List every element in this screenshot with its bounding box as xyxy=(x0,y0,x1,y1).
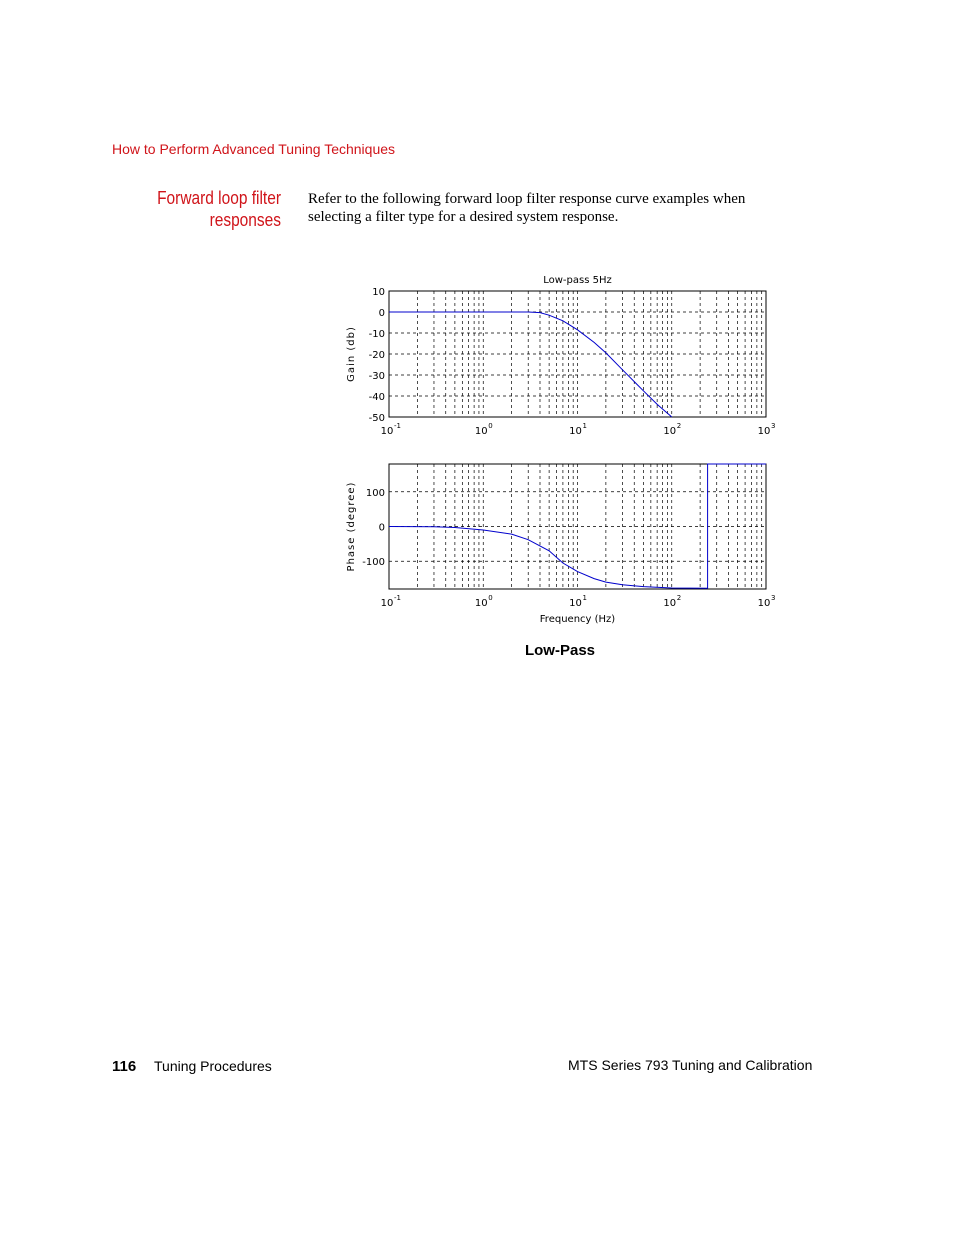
x-tick-label-base: 10 xyxy=(569,426,582,437)
bode-plot-figure xyxy=(330,260,790,635)
x-tick-label-base: 10 xyxy=(757,426,771,437)
x-tick-label-base: 10 xyxy=(380,426,394,437)
y-tick-label: -30 xyxy=(368,371,385,382)
x-tick-label-base: 10 xyxy=(474,598,488,609)
x-tick-label-exponent: 2 xyxy=(676,422,682,430)
x-tick-label-base: 10 xyxy=(569,598,582,609)
y-tick-label: -100 xyxy=(362,557,385,569)
y-tick-label: 100 xyxy=(365,487,385,499)
y-tick-label: 0 xyxy=(378,522,385,534)
running-head: How to Perform Advanced Tuning Techniques xyxy=(112,141,396,157)
x-tick-label-exponent: 0 xyxy=(488,594,493,602)
x-tick-label-base: 10 xyxy=(474,426,488,437)
x-tick-label-base: 10 xyxy=(663,426,677,437)
x-tick-label-exponent: 3 xyxy=(771,422,776,430)
x-tick-label-base: 10 xyxy=(380,598,394,609)
y-axis-label: Gain (db) xyxy=(346,326,357,382)
x-tick-label-exponent: -1 xyxy=(394,594,401,602)
x-axis-label: Frequency (Hz) xyxy=(539,614,616,625)
x-tick-label-exponent: 1 xyxy=(582,422,587,430)
section-title-line2: responses xyxy=(209,210,281,230)
x-tick-label-exponent: 3 xyxy=(771,594,776,602)
figure-caption: Low-Pass xyxy=(524,642,596,659)
y-tick-label: -10 xyxy=(368,329,385,340)
x-tick-label-exponent: 2 xyxy=(676,594,682,602)
chart-title: Low-pass 5Hz xyxy=(543,275,612,286)
y-tick-label: 0 xyxy=(378,308,385,319)
x-tick-label-exponent: 1 xyxy=(582,594,587,602)
y-tick-label: 10 xyxy=(372,287,385,298)
section-title xyxy=(143,187,281,231)
y-axis-label: Phase (degree) xyxy=(346,481,357,572)
page-number: 116 xyxy=(112,1058,137,1075)
x-tick-label-exponent: -1 xyxy=(394,422,401,430)
y-tick-label: -40 xyxy=(368,392,385,403)
y-tick-label: -50 xyxy=(368,413,385,424)
footer-chapter: Tuning Procedures xyxy=(154,1058,272,1074)
y-tick-label: -20 xyxy=(368,350,385,361)
section-title-line1: Forward loop filter xyxy=(157,188,281,208)
x-tick-label-exponent: 0 xyxy=(488,422,493,430)
section-body: Refer to the following forward loop filter response curve examples when selecting a filter type for a desired system response. xyxy=(308,191,746,225)
x-tick-label-base: 10 xyxy=(757,598,771,609)
x-tick-label-base: 10 xyxy=(663,598,677,609)
footer-book-title: MTS Series 793 Tuning and Calibration xyxy=(568,1057,813,1073)
